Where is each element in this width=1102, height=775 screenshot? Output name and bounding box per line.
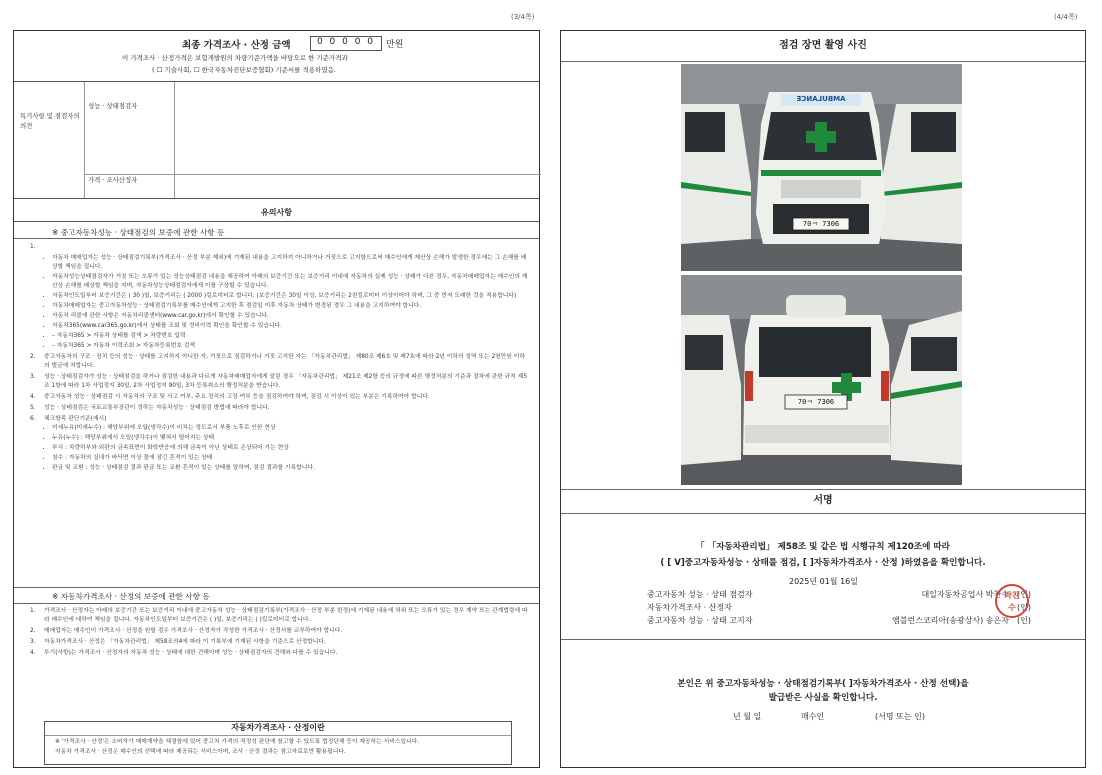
item-text: 투기(사항)는 가격조사 · 산정자의 자동차 성능 · 상태에 대한 견해이며 성능 · 상태점검자의 견해와 다를 수 있습니다.	[44, 649, 338, 656]
signature-role: 자동차가격조사 · 산정자	[647, 603, 732, 612]
signature-seal: (인)	[1017, 590, 1031, 599]
item-number: 3.	[30, 638, 36, 645]
section2-items	[30, 607, 530, 660]
item-text: 중고자동차 성능 · 상태점검 시 자동차의 구조 및 사고 여부, 주요 장치의 고장 여부 등을 점검하여야 하며, 점검 시 이상이 있는 부분은 기록하여야 합니다.	[44, 393, 430, 400]
notice-item	[30, 353, 530, 371]
final-price-amount: 0 0 0 0 0	[310, 36, 382, 51]
final-price-section	[14, 31, 539, 81]
notice-bullet: • 누유(누수) : 해당부위에서 오일(냉각수)이 맺혀서 떨어지는 상태	[52, 434, 530, 443]
receipt-line2: 발급받은 사실을 확인합니다.	[768, 693, 878, 703]
item-number: 1.	[30, 244, 36, 250]
page-number-left: (3/4쪽)	[511, 13, 535, 21]
notice-item	[30, 393, 530, 402]
law-line1: 「 「자동차관리법」 제58조 및 같은 법 시행규칙 제120조에 따라	[696, 542, 950, 552]
final-price-label: 최종 가격조사 · 산정 금액	[182, 40, 291, 51]
item-number: 4.	[30, 649, 36, 656]
notice-bullet: • 판금 및 교환 : 성능 · 상태점검 결과 판금 또는 교환 흔적이 있는 상태를 말하며, 점검 결과를 기록합니다.	[52, 464, 530, 473]
receipt-date: 년 월 일	[733, 712, 762, 721]
opinion-table	[14, 81, 539, 199]
notice-item	[30, 415, 530, 424]
notice-title: 유의사항	[261, 208, 292, 217]
signature-role: 중고자동차 성능 · 상태 고지자	[647, 616, 753, 625]
final-price-unit: 만원	[386, 40, 404, 50]
signature-seal: (인)	[1017, 603, 1031, 612]
item-text: 매매업자는 매수인이 가격조사 · 산정을 원할 경우 가격조사 · 산정자가 작성한 가격조사 · 산정서를 교부하여야 합니다.	[44, 627, 343, 634]
receipt-line1: 본인은 위 중고자동차성능 · 상태점검기록부( ]자동차가격조사 · 산정 선택)을	[677, 679, 969, 689]
item-number: 3.	[30, 373, 36, 380]
seal-stamp-text: 박찬수	[1004, 591, 1020, 612]
rear-plate: 70ㅋ 7306	[797, 398, 835, 406]
signature-role: 중고자동차 성능 · 상태 점검자	[647, 590, 753, 599]
notice-bullet: • 자동차인도일부터 보증기간은 ( 30 )일, 보증거리는 ( 2000 )킬로미터로 합니다. (보증기간은 30일 이상, 보증거리는 2천킬로미터 이상이어야 하며, 그 중 먼저 도래한 것을 적용합니다)	[52, 292, 530, 301]
receipt-sign-label: (서명 또는 인)	[875, 712, 925, 721]
front-sign: AMBULANCE	[796, 95, 846, 103]
inspection-photo-rear	[681, 275, 962, 485]
pricing-box-title: 자동차가격조사 · 산정이란	[45, 721, 511, 736]
notice-bullet: • 자동차 매매업자는 성능 · 상태점검기록부(가격조사 · 산정 부분 제외)에 기재된 내용을 고지하지 아니하거나 거짓으로 고지함으로써 매수인에게 재산상 손해가 발생한 경우에는 그 손해를 배상할 책임을 집니다.	[52, 254, 530, 272]
item1-bullets	[30, 254, 530, 351]
receipt-buyer-label: 매수인	[801, 712, 825, 721]
pricing-box-text1: ※ '가격조사 · 산정'은 소비자가 매매계약을 체결함에 있어 중고차 가격의 적정성 판단에 참고할 수 있도록 법정단체 등이 제공하는 서비스입니다.	[55, 739, 420, 745]
item-text: 성능 · 상태점검은 국토교통부장관이 정하는 자동차성능 · 상태점검 방법에 따라야 합니다.	[44, 404, 270, 411]
final-price-note2: ( ☐ 기술사회, ☐ 한국자동차진단보증협회) 기준서를 적용하였음.	[152, 66, 336, 74]
pricing-box	[44, 721, 512, 765]
item-number: 2.	[30, 353, 36, 360]
final-price-note1: 이 가격조사 · 산정가격은 보험개발원의 차량기준가액을 바탕으로 한 기준가격과	[122, 54, 348, 62]
seal-stamp	[995, 584, 1029, 618]
left-sheet	[13, 30, 540, 768]
item-number: 2.	[30, 627, 36, 634]
notice-item	[30, 404, 530, 413]
item6-bullets	[30, 424, 530, 473]
law-line2: ( [ V]중고자동차성능 · 상태를 점검, [ ]자동차가격조사 · 산정 )하였음을 확인합니다.	[660, 558, 986, 568]
item-number: 6.	[30, 415, 36, 422]
notice-bullet: • 자동차 리콜에 관한 사항은 자동차리콜센터(www.car.go.kr)에서 확인할 수 있습니다.	[52, 312, 530, 321]
notice-bullet: • 자동차365(www.car365.go.kr)에서 상태를 조회 및 정비이력 확인을 확인할 수 있습니다.	[52, 322, 530, 331]
notice-body	[30, 243, 530, 474]
buyer-signature-field[interactable]	[833, 709, 873, 723]
page-number-right: (4/4쪽)	[1054, 13, 1078, 21]
item-number: 5.	[30, 404, 36, 411]
signature-rows	[647, 589, 1037, 628]
section2-item	[30, 627, 530, 636]
item-text: 자동차가격조사 · 산정은 「자동차관리법」 제58조의4에 따라 이 기록부에 기재된 사항을 기준으로 산정합니다.	[44, 638, 326, 645]
item-number: 1.	[30, 608, 36, 614]
signature-row	[647, 589, 1037, 602]
signature-name[interactable]: 대일자동차공업사 박찬수	[921, 590, 1009, 599]
item-text: 성능 · 상태점검자가 성능 · 상태점검을 하거나 점검한 내용과 다르게 자동차매매업자에게 알린 경우 「자동차관리법」 제21조 제2항 등의 규정에 따른 행정처분의 기준과 절차에 관한 규칙 제5조 1항에 따라 1차 사업정지 30일, 2차 사업정지 90일, 3차 등록취소의 행정처분을 받습니다.	[44, 373, 528, 389]
notice-bullet: • 부식 : 차량하부와 외판의 금속표면이 화학반응에 의해 금속이 아닌 상태로 손상되어 가는 현상	[52, 444, 530, 453]
notice-bullet: • 자동차매매업자는 중고자동차성능 · 상태점검기록부를 매수인에게 고지한 후 점검일 이후 자동차 상태가 변경된 경우 그 내용을 고지하여야 합니다.	[52, 302, 530, 311]
front-plate: 70ㅋ 7306	[802, 220, 840, 228]
item-number: 4.	[30, 393, 36, 400]
inspector-opinion-field[interactable]	[176, 84, 538, 172]
notice-section2-title: ※ 자동차가격조사 · 산정의 보증에 관한 사항 등	[52, 592, 210, 601]
opinion-row-inspector: 성능 · 상태점검자	[88, 102, 138, 110]
signature-name[interactable]: 앰블런스코리아(송광상사) 송은자	[892, 616, 1009, 625]
opinion-label: 특기사항 및 점검자의 의견	[20, 112, 80, 130]
signature-title: 서명	[813, 495, 833, 506]
photo-title: 점검 장면 촬영 사진	[779, 40, 867, 51]
inspection-photo-front	[681, 64, 962, 271]
notice-bullet: • 미세누유(미세누수) : 해당부위에 오일(냉각수)이 비치는 정도로서 부품 노후로 인한 현상	[52, 424, 530, 433]
pricer-opinion-field[interactable]	[176, 176, 538, 196]
item-text: 체크항목 판단기준(예시)	[44, 415, 107, 422]
notice-bullet: • 자동차성능상태점검자가 거짓 또는 오류가 있는 성능상태점검 내용을 제공하여 아래의 보증기간 또는 보증거리 이내에 자동차의 실제 성능 · 상태가 다른 경우, 자동차매매업자는 매수인의 재산상 손해를 배상할 책임을 지며, 자동차성능상태점검자에게 이를 구상할 수 있습니다.	[52, 273, 530, 291]
signature-row	[647, 602, 1037, 615]
notice-item	[30, 373, 530, 391]
section2-item	[30, 607, 530, 625]
section2-item	[30, 638, 530, 647]
signature-date: 2025년 01월 16일	[789, 577, 858, 586]
right-sheet	[560, 30, 1086, 768]
section2-item	[30, 649, 530, 658]
item-text: 중고자동차의 구조 · 장치 등의 성능 · 상태를 고지하지 아니한 자, 거짓으로 점검하거나 거짓 고지한 자는 「자동차관리법」 제80조 제6호 및 제7호에 따라 2년 이하의 징역 또는 2천만원 이하의 벌금에 처합니다.	[44, 353, 525, 369]
notice-items	[30, 353, 530, 424]
notice-section1-title: ※ 중고자동차성능 · 상태점검의 보증에 관한 사항 등	[52, 228, 225, 237]
opinion-row-pricer: 가격 · 조사산정자	[88, 176, 138, 184]
signature-seal: (인)	[1017, 616, 1031, 625]
signature-row	[647, 615, 1037, 628]
notice-bullet: • – 자동차365 > 자동차 상태를 검색 > 차량번호 입력	[52, 332, 530, 341]
notice-bullet: • 침수 : 자동차의 실내가 바닥면 이상 물에 잠긴 흔적이 있는 상태	[52, 454, 530, 463]
notice-bullet: • – 자동차365 > 자동차 이력조회 > 자동차등록번호 검색	[52, 342, 530, 351]
pricing-box-text2: 자동차 가격조사 · 산정은 매수인의 선택에 따라 제공되는 서비스이며, 조사 · 산정 결과는 참고자료로만 활용됩니다.	[55, 749, 346, 755]
item-text: 가격조사 · 산정자는 아래의 보증기간 또는 보증거리 이내에 중고자동차 성능 · 상태점검기록부(가격조사 · 산정 부분 한정)에 기재된 내용에 허위 또는 오류가 있는 경우 계약 또는 관계법령에 따라 매수인에 대하여 책임을 집니다. 자동차인도일부터 보증기간은 ( )일, 보증거리는 ( )킬로미터로 합니다.	[44, 608, 528, 623]
